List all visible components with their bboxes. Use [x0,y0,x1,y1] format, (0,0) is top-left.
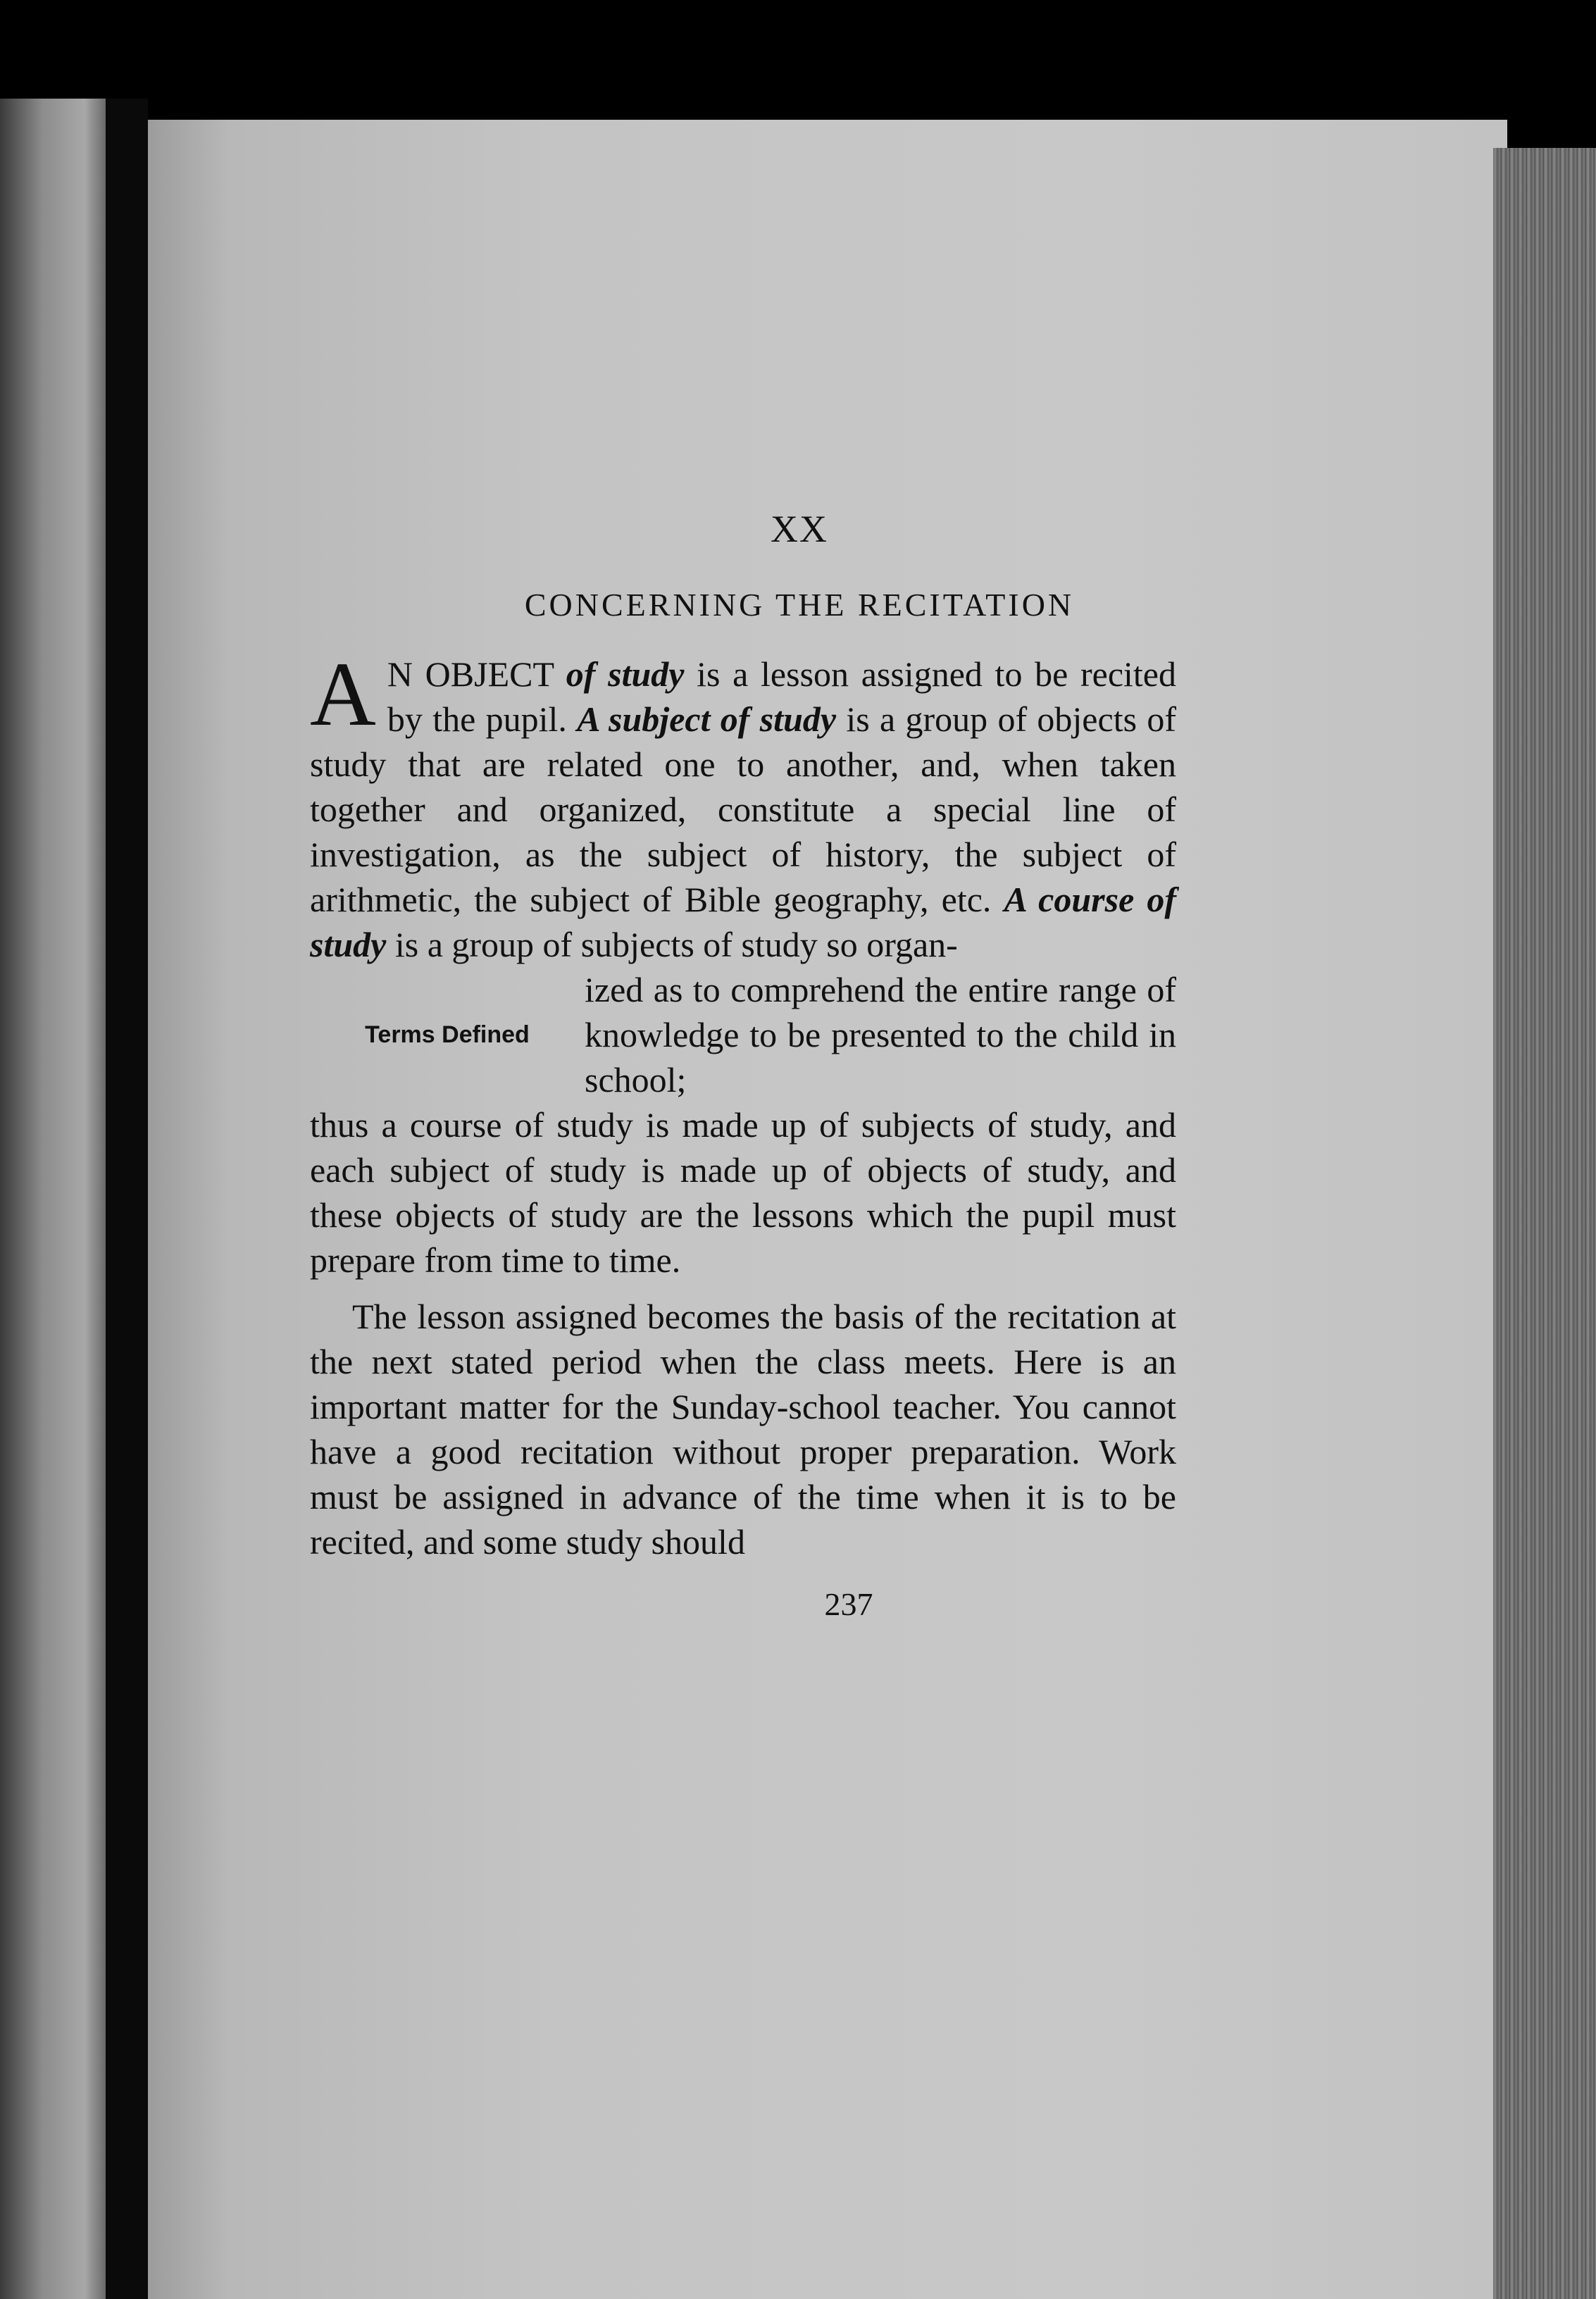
paragraph-1 [310,644,1176,967]
term-subject-of-study: A subject of study [577,699,837,739]
page-stack-edge [1493,148,1596,2299]
text-segment-1: is a lesson assigned to be recited by the pupil. [387,654,1176,739]
page-text [310,507,1176,1623]
drop-cap: A [310,644,376,745]
sidenote-row [310,967,1176,1102]
page-number: 237 [824,1586,873,1622]
paragraph-1-continued: thus a course of study is made up of subjects of study, and each subject of study is made up of objects of study, and these objects of study are the lessons which the pupil must prepare from time to time. [310,1105,1176,1280]
term-object-of-study: of study [566,654,685,694]
text-segment-2: is a group of objects of study that are related one to another, and, when taken together and organized, constitute a special line of investigation, as the subject of history, the subject of arithmetic, the subject of Bible geography, etc. [310,699,1176,919]
indented-text: ized as to comprehend the entire range of knowledge to be presented to the child in school; [585,970,1176,1099]
chapter-title: CONCERNING THE RECITATION [524,587,1075,623]
book-spine [106,99,148,2299]
text-segment-3: is a group of subjects of study so organ- [386,925,958,964]
lead-text: N OBJECT [387,654,566,694]
margin-note: Terms Defined [365,1021,530,1048]
term-course-of-study: A course of study [310,880,1176,964]
paragraph-2: The lesson assigned becomes the basis of the recitation at the next stated period when the class meets. Here is an important matter for the Sunday-school teacher. You cannot have a good recitation without proper preparation. Work must be assigned in advance of the time when it is to be recited, and some study should [310,1297,1176,1562]
chapter-number: XX [771,508,828,550]
left-page-edge [0,99,106,2299]
